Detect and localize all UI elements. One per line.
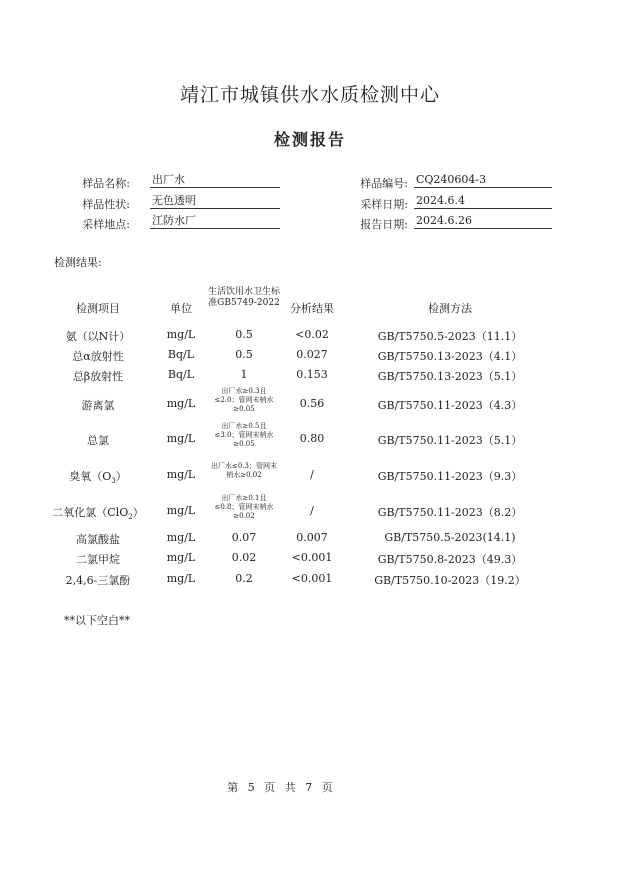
results-label: 检测结果: — [54, 256, 102, 269]
row-method: GB/T5750.13-2023（5.1） — [377, 370, 523, 383]
header-item: 检测项目 — [76, 302, 120, 315]
header-method: 检测方法 — [428, 302, 472, 315]
row-result: 0.027 — [296, 348, 328, 361]
row-standard: 出厂水≤0.3；管网末梢水≥0.02 — [211, 462, 277, 479]
row-unit: mg/L — [166, 397, 196, 410]
row-unit: Bq/L — [167, 368, 195, 381]
row-method: GB/T5750.11-2023（8.2） — [377, 506, 523, 519]
row-item: 总氯 — [87, 434, 109, 447]
sampling-date-value: 2024.6.4 — [414, 194, 552, 209]
sampling-date-label: 采样日期: — [360, 198, 408, 211]
row-item: 高氯酸盐 — [76, 533, 120, 546]
row-method: GB/T5750.5-2023（11.1） — [377, 330, 523, 343]
row-standard: 1 — [240, 368, 248, 381]
row-result: <0.02 — [295, 328, 329, 341]
row-standard: 出厂水≥0.5且≤3.0；管网末梢水≥0.05 — [214, 422, 274, 448]
row-unit: mg/L — [166, 551, 196, 564]
row-method: GB/T5750.11-2023（5.1） — [377, 434, 523, 447]
row-method: GB/T5750.13-2023（4.1） — [377, 350, 523, 363]
sample-name-value: 出厂水 — [150, 173, 280, 188]
report-date-label: 报告日期: — [360, 218, 408, 231]
row-method: GB/T5750.8-2023（49.3） — [377, 553, 523, 566]
row-standard: 0.07 — [231, 531, 257, 544]
header-unit: 单位 — [170, 302, 192, 315]
row-result: <0.001 — [291, 551, 333, 564]
row-standard: 0.5 — [235, 328, 253, 341]
sample-nature-label: 样品性状: — [82, 198, 130, 211]
row-item: 总α放射性 — [72, 350, 124, 363]
row-method: GB/T5750.10-2023（19.2） — [374, 574, 526, 587]
sample-nature-value: 无色透明 — [150, 194, 280, 209]
row-result: 0.80 — [299, 432, 325, 445]
header-standard: 生活饮用水卫生标准GB5749-2022 — [208, 287, 281, 308]
row-unit: mg/L — [166, 328, 196, 341]
report-date-value: 2024.6.26 — [414, 214, 552, 229]
row-method: GB/T5750.11-2023（9.3） — [377, 470, 523, 483]
row-method: GB/T5750.5-2023(14.1) — [384, 531, 516, 544]
row-unit: mg/L — [166, 531, 196, 544]
page-title: 靖江市城镇供水水质检测中心 — [179, 84, 440, 106]
row-item: 2,4,6-三氯酚 — [65, 574, 131, 587]
row-unit: Bq/L — [167, 348, 195, 361]
row-item: 二氯甲烷 — [76, 553, 120, 566]
row-result: 0.153 — [296, 368, 328, 381]
row-standard: 0.02 — [231, 551, 257, 564]
row-standard: 出厂水≥0.3且≤2.0；管网末梢水≥0.05 — [214, 387, 274, 413]
header-result: 分析结果 — [290, 302, 334, 315]
row-item: 游离氯 — [81, 399, 115, 412]
row-standard: 出厂水≥0.1且≤0.8；管网末梢水≥0.02 — [214, 494, 274, 520]
row-result: / — [310, 504, 314, 517]
row-item: 总β放射性 — [72, 370, 124, 383]
sample-no-value: CQ240604-3 — [414, 173, 552, 188]
row-standard: 0.2 — [235, 572, 253, 585]
sampling-site-label: 采样地点: — [82, 218, 130, 231]
row-unit: mg/L — [166, 432, 196, 445]
sample-no-label: 样品编号: — [360, 177, 408, 190]
row-result: / — [310, 468, 314, 481]
row-result: 0.007 — [296, 531, 328, 544]
row-item: 臭氧$(O_3)$ — [69, 470, 127, 486]
row-result: 0.56 — [299, 397, 325, 410]
page-footer: 第 5 页 共 7 页 — [227, 781, 333, 794]
row-item: 二氧化氯（ClO$_2$） — [52, 506, 144, 522]
row-result: <0.001 — [291, 572, 333, 585]
row-unit: mg/L — [166, 468, 196, 481]
blank-note: **以下空白** — [64, 614, 130, 627]
sampling-site-value: 江防水厂 — [150, 214, 280, 229]
row-standard: 0.5 — [235, 348, 253, 361]
report-subtitle: 检测报告 — [273, 130, 346, 149]
row-item: 氨（以N计） — [65, 330, 131, 343]
row-method: GB/T5750.11-2023（4.3） — [377, 399, 523, 412]
row-unit: mg/L — [166, 572, 196, 585]
row-unit: mg/L — [166, 504, 196, 517]
sample-name-label: 样品名称: — [82, 177, 130, 190]
